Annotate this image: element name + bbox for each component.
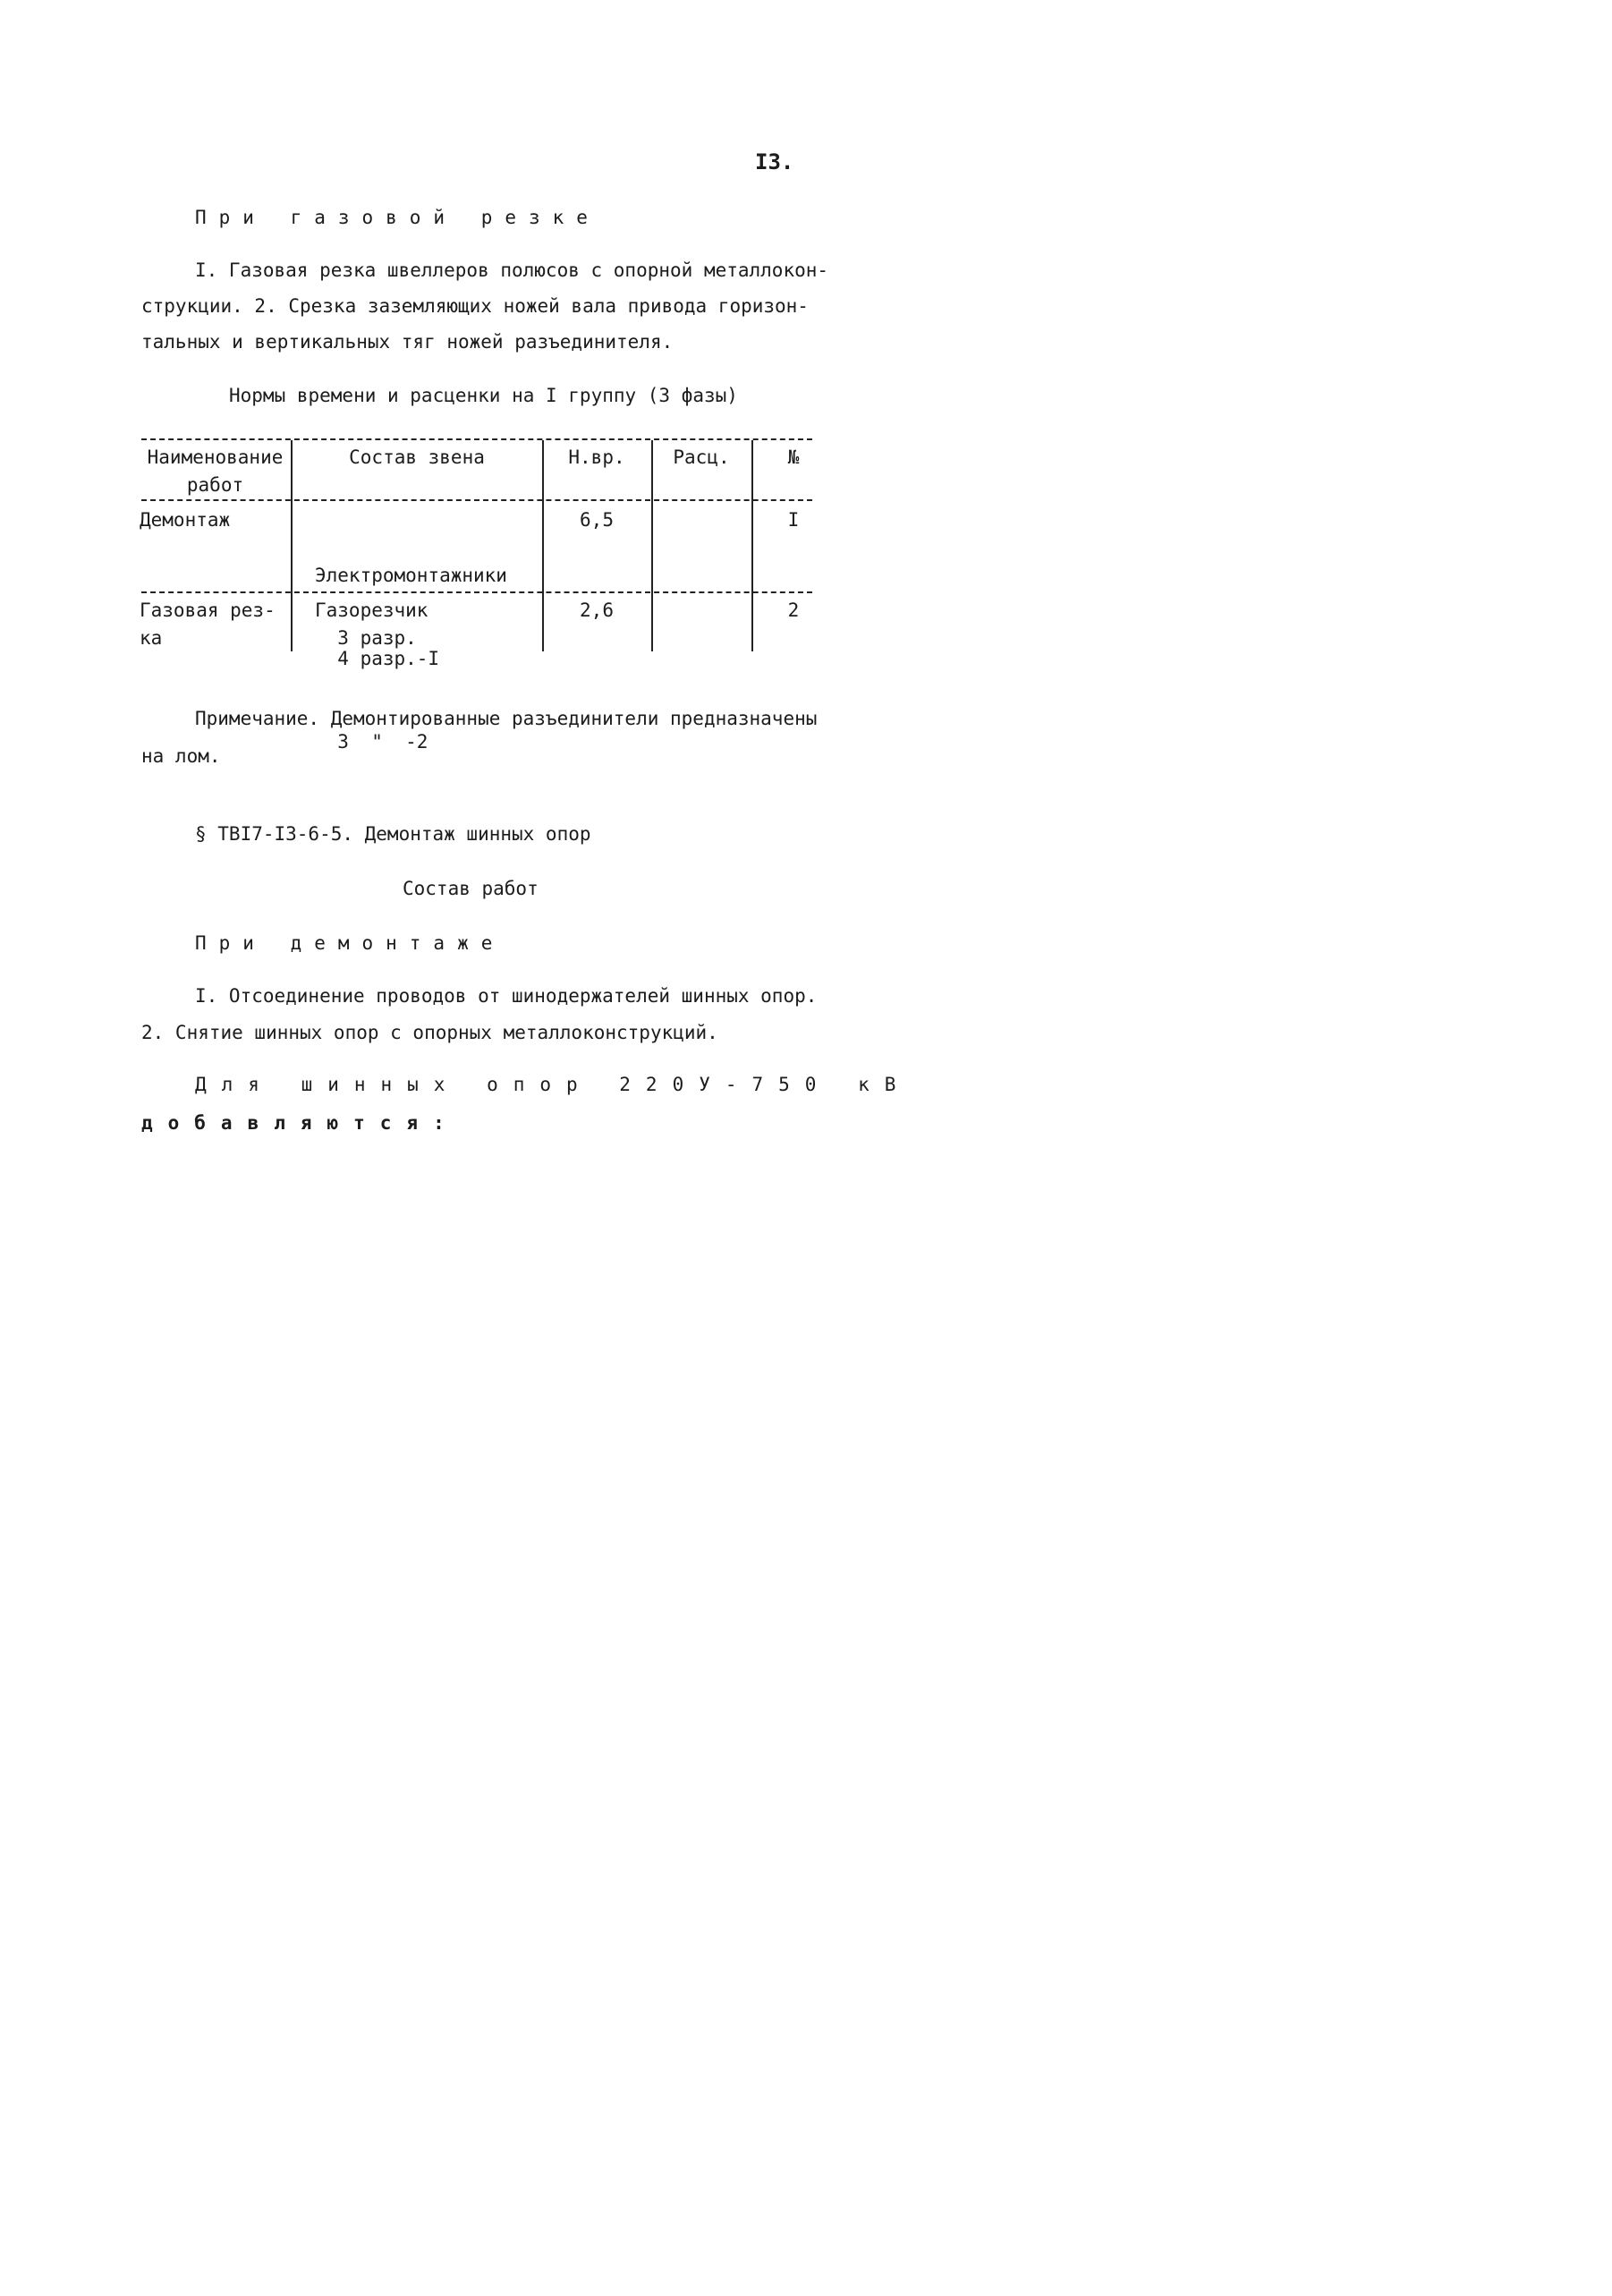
cell-number: I <box>787 509 800 531</box>
table-divider <box>651 440 653 651</box>
table-rule <box>141 499 812 501</box>
section-heading-dismantling: При демонтаже <box>195 932 505 954</box>
table-caption: Нормы времени и расценки на I группу (3 фазы) <box>229 385 738 406</box>
table-divider <box>291 440 293 651</box>
table-rule <box>141 438 812 440</box>
cell-time-norm: 6,5 <box>580 509 614 531</box>
crew-line: Газорезчик <box>315 600 428 621</box>
name-line: Газовая рез- <box>140 600 276 621</box>
table-header-name <box>141 444 289 499</box>
section-subtitle: Состав работ <box>403 878 539 899</box>
cell-time-norm: 2,6 <box>580 600 614 621</box>
cell-work-name <box>140 597 276 652</box>
crew-line: 4 разр.-I <box>315 648 440 669</box>
crew-line: 3 " -2 <box>315 731 428 753</box>
cell-crew <box>315 597 428 652</box>
addition-line: добавляются: <box>141 1112 460 1134</box>
cell-work-name: Демонтаж <box>140 509 231 531</box>
paragraph-line: тальных и вертикальных тяг ножей разъединителя. <box>141 331 674 353</box>
section-heading-gas-cutting: При газовой резке <box>195 207 600 228</box>
section-title: § ТВI7-I3-6-5. Демонтаж шинных опор <box>195 823 591 845</box>
table-header-number: № <box>787 446 800 468</box>
crew-line: Электромонтажники <box>315 565 507 586</box>
paragraph-line: 2. Снятие шинных опор с опорных металлоконструкций. <box>141 1022 718 1043</box>
note-line: Примечание. Демонтированные разъединители предназначены <box>195 708 818 729</box>
table-header-rate: Расц. <box>673 446 730 468</box>
name-line: ка <box>140 627 163 649</box>
addition-line: Для шинных опор 220У-750 кВ <box>195 1074 912 1095</box>
cell-crew <box>315 506 507 812</box>
cell-number: 2 <box>787 600 800 621</box>
page-number: I3. <box>755 149 794 174</box>
crew-line: 3 разр. <box>315 627 417 649</box>
table-header-crew: Состав звена <box>349 446 485 468</box>
header-line: Наименование <box>147 446 284 468</box>
table-header-norm: Н.вр. <box>568 446 625 468</box>
paragraph-line: I. Отсоединение проводов от шинодержателей шинных опор. <box>195 985 818 1007</box>
paragraph-line: I. Газовая резка швеллеров полюсов с опорной металлокон- <box>195 259 829 281</box>
paragraph-line: струкции. 2. Срезка заземляющих ножей вала привода горизон- <box>141 295 809 317</box>
note-line: на лом. <box>141 745 221 767</box>
header-line: работ <box>186 474 244 496</box>
